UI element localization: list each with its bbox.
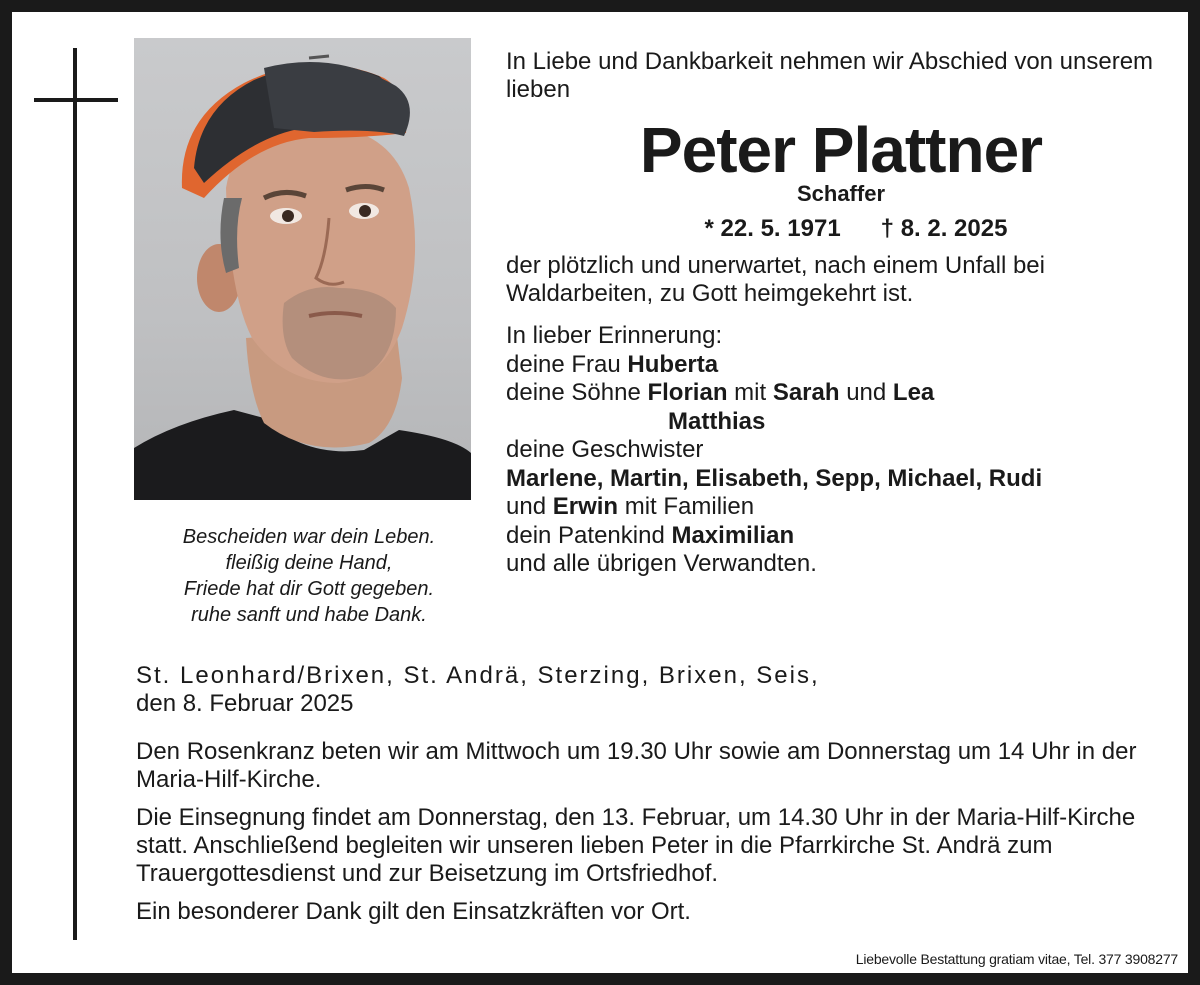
deceased-name: Peter Plattner bbox=[639, 114, 1043, 186]
poem bbox=[134, 524, 484, 628]
portrait-illustration bbox=[134, 38, 471, 500]
portrait-photo bbox=[134, 38, 471, 500]
death-date: † 8. 2. 2025 bbox=[880, 215, 1008, 242]
poem-line: Friede hat dir Gott gegeben. bbox=[183, 578, 435, 600]
family-godchild: dein Patenkind Maximilian bbox=[506, 521, 795, 549]
family-sibling-last: und Erwin mit Familien bbox=[506, 493, 755, 520]
thanks-paragraph: Ein besonderer Dank gilt den Einsatzkräften vor Ort. bbox=[136, 898, 691, 925]
family-wife: deine Frau Huberta bbox=[506, 350, 719, 378]
birth-date: * 22. 5. 1971 bbox=[704, 215, 841, 242]
service-info bbox=[136, 662, 1176, 926]
family-heading: In lieber Erinnerung: bbox=[506, 322, 723, 349]
obituary-notice bbox=[12, 12, 1188, 973]
main-text bbox=[506, 48, 1176, 579]
poem-line: ruhe sanft und habe Dank. bbox=[191, 604, 427, 626]
blessing-paragraph: Die Einsegnung findet am Donnerstag, den 13. Februar, um 14.30 Uhr in der Maria-Hilf-Kirche statt. Anschließend begleiten wir unseren lieben Peter in die Pfarrkirche St. Andrä zum Trauergottesdienst und zur Beisetzung im Ortsfriedhof. bbox=[136, 804, 1136, 887]
family-siblings: Marlene, Martin, Elisabeth, Sepp, Michael, Rudi bbox=[506, 464, 1043, 492]
life-dates bbox=[506, 214, 1176, 244]
death-note: der plötzlich und unerwartet, nach einem Unfall bei Waldarbeiten, zu Gott heimgekehrt ist. bbox=[506, 252, 1045, 307]
cross-icon-horizontal bbox=[34, 98, 118, 102]
poem-line: fleißig deine Hand, bbox=[225, 552, 393, 574]
nickname: Schaffer bbox=[796, 181, 886, 206]
family-siblings-prefix: deine Geschwister bbox=[506, 436, 704, 463]
poem-line: Bescheiden war dein Leben. bbox=[182, 526, 436, 548]
family-son2: Matthias bbox=[668, 407, 766, 435]
family-list bbox=[506, 322, 1176, 579]
family-sons: deine Söhne Florian mit Sarah und Lea bbox=[506, 379, 935, 406]
rosary-paragraph: Den Rosenkranz beten wir am Mittwoch um 19.30 Uhr sowie am Donnerstag um 14 Uhr in der Maria-Hilf-Kirche. bbox=[136, 738, 1137, 793]
family-relatives: und alle übrigen Verwandten. bbox=[506, 550, 817, 577]
intro-text: In Liebe und Dankbarkeit nehmen wir Abschied von unserem lieben bbox=[506, 48, 1154, 103]
funeral-home-footer: Liebevolle Bestattung gratiam vitae, Tel. 377 3908277 bbox=[855, 951, 1178, 967]
notice-date: den 8. Februar 2025 bbox=[136, 690, 354, 717]
places: St. Leonhard/Brixen, St. Andrä, Sterzing, Brixen, Seis, bbox=[136, 662, 820, 689]
cross-icon-vertical bbox=[73, 48, 77, 940]
